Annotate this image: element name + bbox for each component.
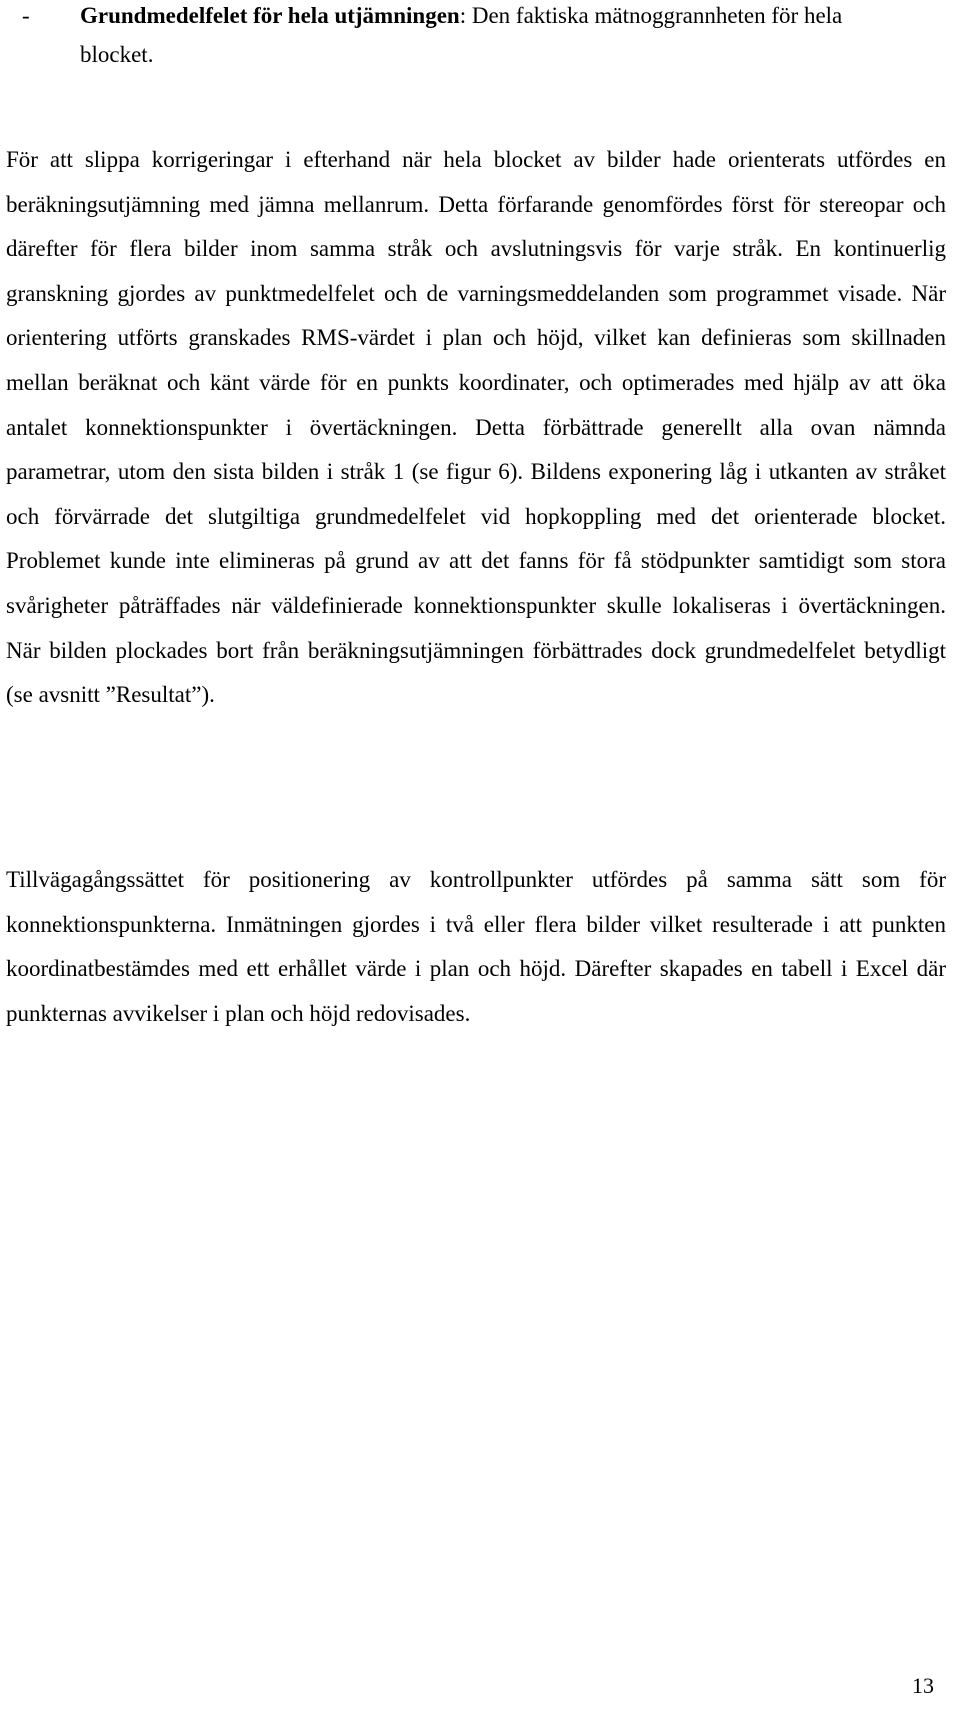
paragraph-block-adjustment: För att slippa korrigeringar i efterhand när hela blocket av bilder hade orienterats utfördes en beräkningsutjämning med jämna mellanrum. Detta förfarande genomfördes först för stereopar och därefter för flera bilder inom samma stråk och avslutningsvis för varje stråk. En kontinuerlig granskning gjordes av punktmedelfelet och de varningsmeddelanden som programmet visade. När orientering utförts granskades RMS-värdet i plan och höjd, vilket kan definieras som skillnaden mellan beräknat och känt värde för en punkts koordinater, och optimerades med hjälp av att öka antalet konnektionspunkter i övertäckningen. Detta förbättrade generellt alla ovan nämnda parametrar, utom den sista bilden i stråk 1 (se figur 6). Bildens exponering låg i utkanten av stråket och förvärrade det slutgiltiga grundmedelfelet vid hopkoppling med det orienterade blocket. Problemet kunde inte elimineras på grund av att det fanns för få stödpunkter samtidigt som stora svårigheter påträffades när väldefinierade konnektionspunkter skulle lokaliseras i övertäckningen. När bilden plockades bort från beräkningsutjämningen förbättrades dock grundmedelfelet betydligt (se avsnitt ”Resultat”). <box>6 147 946 708</box>
page-number: 13 <box>912 1673 934 1698</box>
bullet-term: Grundmedelfelet för hela utjämningen <box>80 3 460 28</box>
bullet-dash: - <box>22 3 30 28</box>
bullet-definition: : Den faktiska mätnoggrannheten för hela blocket. <box>80 3 843 67</box>
paragraph-control-points: Tillvägagångssättet för positionering av kontrollpunkter utfördes på samma sätt som för konnektionspunkterna. Inmätningen gjordes i två eller flera bilder vilket resulterade i att punkten koordinatbestämdes med ett erhållet värde i plan och höjd. Därefter skapades en tabell i Excel där punkternas avvikelser i plan och höjd redovisades. <box>6 867 946 1026</box>
definition-bullet-item <box>22 0 942 74</box>
bullet-body <box>80 0 920 74</box>
